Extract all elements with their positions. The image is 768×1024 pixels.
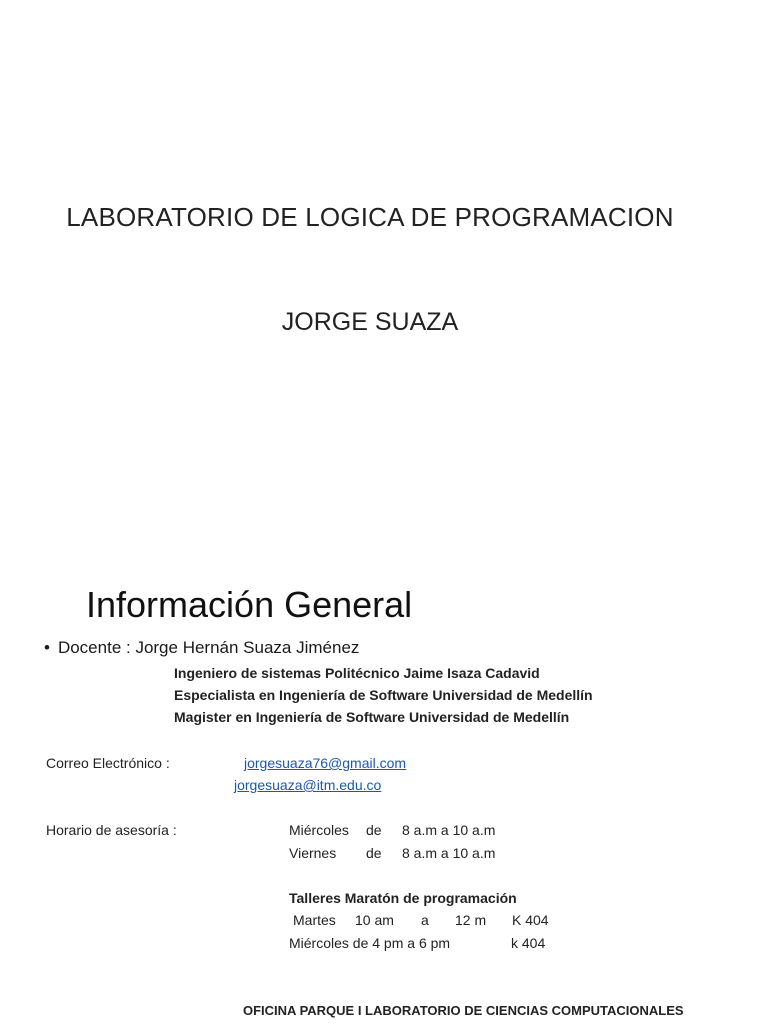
horario-time-1: 8 a.m a 10 a.m [402,822,496,838]
docente-text: Docente : Jorge Hernán Suaza Jiménez [57,638,360,657]
office-text: OFICINA PARQUE I LABORATORIO DE CIENCIAS COMPUTACIONALES [243,1003,684,1018]
horario-time-2: 8 a.m a 10 a.m [402,845,496,861]
taller-2-schedule: Miércoles de 4 pm a 6 pm [289,935,451,951]
horario-day-1: Miércoles [289,822,349,838]
horario-day-2: Viernes [289,845,337,861]
email-link-gmail[interactable]: jorgesuaza76@gmail.com [244,755,407,771]
email-label: Correo Electrónico : [46,755,170,771]
taller-1-end: 12 m [455,912,487,928]
horario-de-1: de [366,822,382,838]
talleres-title: Talleres Maratón de programación [289,890,517,906]
info-slide [0,560,768,1024]
credential-1: Ingeniero de sistemas Politécnico Jaime Isaza Cadavid [174,665,540,681]
horario-label: Horario de asesoría : [46,822,177,838]
taller-2-room: k 404 [511,935,546,951]
horario-de-2: de [366,845,382,861]
taller-1-day: Martes [293,912,336,928]
taller-1-room: K 404 [512,912,549,928]
info-heading: Información General [86,584,413,625]
email-link-itm[interactable]: jorgesuaza@itm.edu.co [234,777,382,793]
docente-bullet [44,638,359,658]
slide-author: JORGE SUAZA [281,308,459,336]
taller-1-start: 10 am [355,912,394,928]
slide-title: LABORATORIO DE LOGICA DE PROGRAMACION [66,202,674,232]
bullet-icon: • [44,638,50,657]
taller-1-a: a [421,912,429,928]
credential-3: Magister en Ingeniería de Software Universidad de Medellín [174,709,570,725]
credential-2: Especialista en Ingeniería de Software Universidad de Medellín [174,687,593,703]
